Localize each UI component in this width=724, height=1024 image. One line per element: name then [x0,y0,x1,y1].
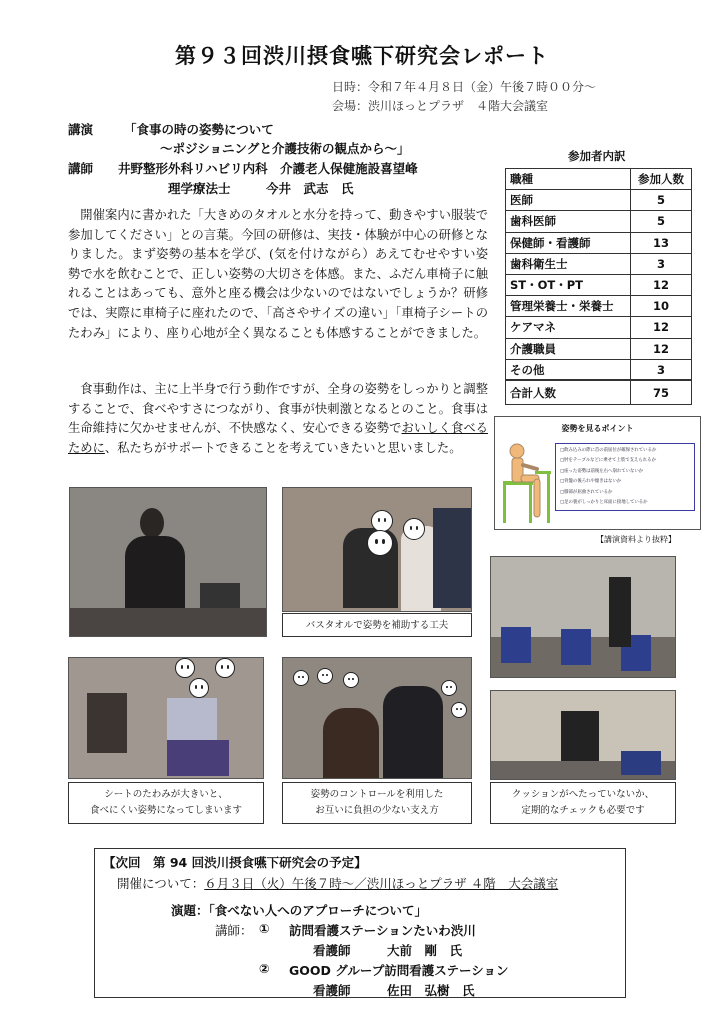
row-type: 歯科医師 [506,211,631,232]
row-type: 医師 [506,190,631,211]
posture-points-figure [494,416,701,530]
total-label: 合計人数 [506,380,631,404]
col-header-type: 職種 [506,169,631,190]
posture-title: 姿勢を見るポイント [561,424,634,433]
checklist-item: □飲み込みの際に首の前屈位が確保されているか [560,448,657,453]
row-type: ケアマネ [506,317,631,338]
lecture-topic-line1: 「食事の時の姿勢について [124,122,274,137]
photo-cushion-check [490,690,676,780]
row-type: 保健師・看護師 [506,232,631,253]
next-meeting-box [94,848,626,998]
caption-towel: バスタオルで姿勢を補助する工夫 [282,613,472,637]
speaker1-role: 看護師 [313,943,351,958]
table-row [506,253,692,274]
lecture-topic-line2: ～ポジショニングと介護技術の観点から～」 [160,141,410,156]
page-title: 第９３回渋川摂食嚥下研究会レポート [175,44,549,68]
speaker2-org: GOOD グループ訪問看護ステーション [289,963,509,978]
checklist-item: □足の裏がしっかりと床面に接地しているか [560,500,648,506]
photo-seat-sag [68,657,264,779]
caption-seat-sag: シートのたわみが大きいと、 食べにくい姿勢になってしまいます [68,782,264,824]
row-count: 5 [630,211,691,232]
speaker1-org: 訪問看護ステーションたいわ渋川 [289,923,476,938]
checklist-item: □骨盤の後ろれや傾きはないか [560,479,622,485]
photo-posture-control [282,657,472,779]
speaker2-name: 佐田 弘樹 氏 [387,983,475,998]
next-theme: 演題：「食べない人へのアプローチについて」 [171,903,428,918]
row-type: 管理栄養士・栄養士 [506,296,631,317]
row-type: ST・OT・PT [506,274,631,295]
caption-cushion-check: クッションがへたっていないか、 定期的なチェックも必要です [490,782,676,824]
checklist-item: □肘をテーブルなどに乗せて上肢で支えられるか [560,458,656,464]
next-meeting-heading: 【次回 第 94 回渋川摂食嚥下研究会の予定】 [103,855,367,870]
table-row [506,359,692,380]
speaker1-number: ① [259,921,270,936]
table-row [506,317,692,338]
table-row [506,338,692,359]
lecture-topic-label: 講演 [68,122,94,137]
row-count: 12 [630,274,691,295]
row-count: 5 [630,190,691,211]
table-row [506,190,692,211]
photo-towel-demo [282,487,472,612]
lecturer-name: 今井 武志 氏 [266,181,354,196]
row-count: 12 [630,338,691,359]
lecturer-label: 講師 [68,161,94,176]
col-header-count: 参加人数 [630,169,691,190]
table-row [506,296,692,317]
photo-wheelchairs [490,556,676,678]
next-meeting-info: 開催について：６月３日（火）午後７時～／渋川ほっとプラザ ４階 大会議室 [117,876,559,891]
row-type: 歯科衛生士 [506,253,631,274]
checklist-item: □座った姿勢は前後左右へ崩れていないか [560,468,644,474]
speaker1-name: 大前 剛 氏 [387,943,463,958]
row-type: その他 [506,359,631,380]
row-type: 介護職員 [506,338,631,359]
participants-table [505,168,692,405]
table-total-row [506,380,692,404]
row-count: 3 [630,359,691,380]
row-count: 3 [630,253,691,274]
report-paragraph-2: 食事動作は、主に上半身で行う動作ですが、全身の姿勢をしっかりと調整することで、食べやすさにつながり、食事が快刺激となるとのこと。食事は生命維持に欠かせませんが、不快感なく、安心できる姿勢でおいしく食べるために、私たちがサポートできることを考えていきたいと思いました。 [68,382,488,455]
row-count: 10 [630,296,691,317]
underlined-phrase: おいしく食べるために [68,421,488,455]
event-date: 日時：令和７年４月８日（金）午後７時００分～ [332,80,597,94]
row-count: 13 [630,232,691,253]
caption-posture-control: 姿勢のコントロールを利用した お互いに負担の少ない支え方 [282,782,472,824]
seated-person-illustration [499,441,553,525]
lecturer-org: 井野整形外科リハビリ内科 介護老人保健施設喜望峰 [118,161,418,176]
next-lecturer-label: 講師： [215,923,253,938]
photo-lecturer [69,487,267,637]
table-row [506,232,692,253]
checklist-item: □膝部が屈曲されているか [560,489,613,495]
source-note: 【講演資料より抜粋】 [596,535,676,544]
speaker2-role: 看護師 [313,983,351,998]
total-count: 75 [630,380,691,404]
event-venue: 会場：渋川ほっとプラザ ４階大会議室 [332,99,549,113]
table-row [506,274,692,295]
posture-checklist [555,443,695,511]
row-count: 12 [630,317,691,338]
lecturer-role: 理学療法士 [168,181,231,196]
report-paragraph-1: 開催案内に書かれた「大きめのタオルと水分を持って、動きやすい服装で参加してください」との言葉。今回の研修は、実技・体験が中心の研修となりました。まず姿勢の基本を学び、(気を付けながら）あえてむせやすい姿勢で水を飲むことで、正しい姿勢の大切さを体感。また、ふだん車椅子に触れることはあっても、意外と座る機会は少ないのではないでしょうか？研修では、実際に車椅子に座れたので、「高さやサイズの違い」「車椅子シートのたわみ」により、座り心地が全く異なることも体感することができました。 [68,208,488,340]
participants-caption: 参加者内訳 [568,149,626,163]
table-row [506,211,692,232]
speaker2-number: ② [259,961,270,976]
